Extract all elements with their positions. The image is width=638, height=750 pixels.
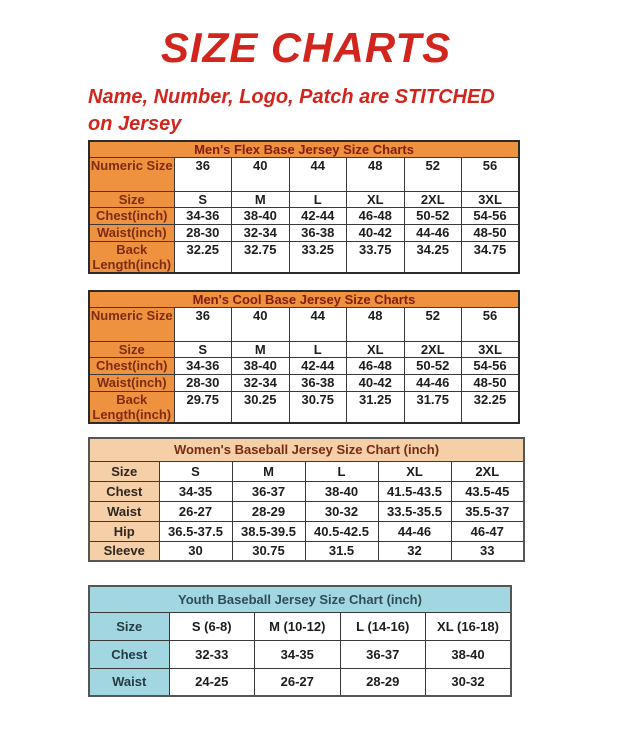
cell-value: 52 (404, 308, 462, 342)
table-row (89, 640, 511, 668)
cell-value: 34-36 (174, 208, 232, 225)
cell-value: M (232, 192, 290, 208)
cell-value: 52 (404, 158, 462, 192)
row-label: Back Length(inch) (89, 392, 174, 424)
row-label: Waist (89, 668, 169, 696)
cell-value: 36 (174, 158, 232, 192)
row-label: Size (89, 192, 174, 208)
cell-value: 32.75 (232, 242, 290, 274)
cell-value: 36-37 (340, 640, 426, 668)
table-row (89, 521, 524, 541)
subtitle-line-2: on Jersey (88, 113, 182, 135)
table-row (89, 158, 519, 192)
row-label: Hip (89, 521, 159, 541)
cell-value: L (289, 192, 347, 208)
cell-value: 36 (174, 308, 232, 342)
cell-value: 30-32 (426, 668, 512, 696)
table-row (89, 375, 519, 392)
row-label: Chest(inch) (89, 208, 174, 225)
cell-value: 40.5-42.5 (305, 521, 378, 541)
cell-value: 46-48 (347, 208, 405, 225)
row-label: Size (89, 342, 174, 358)
cell-value: 36-37 (232, 481, 305, 501)
cell-value: 29.75 (174, 392, 232, 424)
cell-value: 50-52 (404, 208, 462, 225)
cell-value: 44-46 (404, 375, 462, 392)
cell-value: XL (16-18) (426, 612, 512, 640)
cell-value: XL (347, 342, 405, 358)
table-row (89, 481, 524, 501)
cell-value: S (159, 461, 232, 481)
cell-value: 30.75 (289, 392, 347, 424)
table-title: Youth Baseball Jersey Size Chart (inch) (89, 586, 511, 612)
row-label: Size (89, 612, 169, 640)
cell-value: 34.75 (462, 242, 520, 274)
table-title: Women's Baseball Jersey Size Chart (inch) (89, 438, 524, 461)
cell-value: 36-38 (289, 225, 347, 242)
table-row (89, 225, 519, 242)
cell-value: 3XL (462, 342, 520, 358)
cell-value: 28-29 (232, 501, 305, 521)
cell-value: L (305, 461, 378, 481)
row-label: Back Length(inch) (89, 242, 174, 274)
table-row (89, 612, 511, 640)
cell-value: 32.25 (462, 392, 520, 424)
table-row (89, 308, 519, 342)
cell-value: 32-33 (169, 640, 255, 668)
row-label: Chest (89, 481, 159, 501)
cell-value: 31.25 (347, 392, 405, 424)
cell-value: 28-29 (340, 668, 426, 696)
cell-value: S (174, 192, 232, 208)
cell-value: 28-30 (174, 375, 232, 392)
cell-value: 2XL (404, 342, 462, 358)
page-title: SIZE CHARTS (160, 24, 452, 71)
table-row (89, 501, 524, 521)
cell-value: 48-50 (462, 375, 520, 392)
row-label: Numeric Size (89, 158, 174, 192)
table-row (89, 242, 519, 274)
cell-value: 33.5-35.5 (378, 501, 451, 521)
cell-value: 48 (347, 158, 405, 192)
cell-value: 38.5-39.5 (232, 521, 305, 541)
table-title: Men's Flex Base Jersey Size Charts (89, 141, 519, 158)
youth-baseball-size-table (88, 585, 512, 697)
cell-value: 48 (347, 308, 405, 342)
cell-value: 43.5-45 (451, 481, 524, 501)
table-row (89, 358, 519, 375)
cell-value: 41.5-43.5 (378, 481, 451, 501)
cell-value: 2XL (451, 461, 524, 481)
table-row (89, 668, 511, 696)
row-label: Chest (89, 640, 169, 668)
cell-value: 36-38 (289, 375, 347, 392)
cell-value: 46-48 (347, 358, 405, 375)
cell-value: 34-35 (255, 640, 341, 668)
cell-value: 2XL (404, 192, 462, 208)
cell-value: M (232, 461, 305, 481)
cell-value: 34-35 (159, 481, 232, 501)
cell-value: 42-44 (289, 208, 347, 225)
cell-value: 28-30 (174, 225, 232, 242)
womens-baseball-size-table (88, 437, 525, 562)
mens-cool-base-size-table (88, 290, 520, 424)
row-label: Numeric Size (89, 308, 174, 342)
cell-value: 46-47 (451, 521, 524, 541)
cell-value: 31.75 (404, 392, 462, 424)
cell-value: 32-34 (232, 375, 290, 392)
cell-value: 44 (289, 158, 347, 192)
cell-value: 30.75 (232, 541, 305, 561)
cell-value: 30.25 (232, 392, 290, 424)
cell-value: 54-56 (462, 358, 520, 375)
table-row (89, 461, 524, 481)
cell-value: 56 (462, 158, 520, 192)
cell-value: 31.5 (305, 541, 378, 561)
row-label: Chest(inch) (89, 358, 174, 375)
table-row (89, 342, 519, 358)
cell-value: L (289, 342, 347, 358)
cell-value: S (174, 342, 232, 358)
cell-value: 26-27 (255, 668, 341, 696)
table-row (89, 208, 519, 225)
cell-value: 34-36 (174, 358, 232, 375)
row-label: Waist(inch) (89, 225, 174, 242)
cell-value: 32 (378, 541, 451, 561)
cell-value: 33.75 (347, 242, 405, 274)
cell-value: 44-46 (404, 225, 462, 242)
cell-value: 38-40 (232, 208, 290, 225)
table-row (89, 192, 519, 208)
cell-value: 24-25 (169, 668, 255, 696)
cell-value: 33 (451, 541, 524, 561)
cell-value: XL (378, 461, 451, 481)
cell-value: 40 (232, 158, 290, 192)
cell-value: 42-44 (289, 358, 347, 375)
cell-value: 34.25 (404, 242, 462, 274)
cell-value: 40 (232, 308, 290, 342)
cell-value: 36.5-37.5 (159, 521, 232, 541)
cell-value: 32-34 (232, 225, 290, 242)
row-label: Waist (89, 501, 159, 521)
mens-flex-base-size-table (88, 140, 520, 274)
subtitle-line-1: Name, Number, Logo, Patch are STITCHED (88, 86, 495, 108)
cell-value: L (14-16) (340, 612, 426, 640)
table-title: Men's Cool Base Jersey Size Charts (89, 291, 519, 308)
cell-value: 44-46 (378, 521, 451, 541)
table-row (89, 392, 519, 424)
cell-value: 50-52 (404, 358, 462, 375)
row-label: Sleeve (89, 541, 159, 561)
cell-value: 33.25 (289, 242, 347, 274)
cell-value: 40-42 (347, 225, 405, 242)
cell-value: XL (347, 192, 405, 208)
cell-value: M (10-12) (255, 612, 341, 640)
cell-value: 56 (462, 308, 520, 342)
cell-value: 54-56 (462, 208, 520, 225)
cell-value: 32.25 (174, 242, 232, 274)
page-subtitle (88, 84, 568, 138)
cell-value: 48-50 (462, 225, 520, 242)
table-row (89, 541, 524, 561)
cell-value: 26-27 (159, 501, 232, 521)
row-label: Size (89, 461, 159, 481)
cell-value: 38-40 (232, 358, 290, 375)
cell-value: 40-42 (347, 375, 405, 392)
cell-value: 30 (159, 541, 232, 561)
cell-value: S (6-8) (169, 612, 255, 640)
cell-value: 44 (289, 308, 347, 342)
cell-value: 30-32 (305, 501, 378, 521)
row-label: Waist(inch) (89, 375, 174, 392)
cell-value: M (232, 342, 290, 358)
cell-value: 38-40 (426, 640, 512, 668)
cell-value: 35.5-37 (451, 501, 524, 521)
cell-value: 38-40 (305, 481, 378, 501)
cell-value: 3XL (462, 192, 520, 208)
